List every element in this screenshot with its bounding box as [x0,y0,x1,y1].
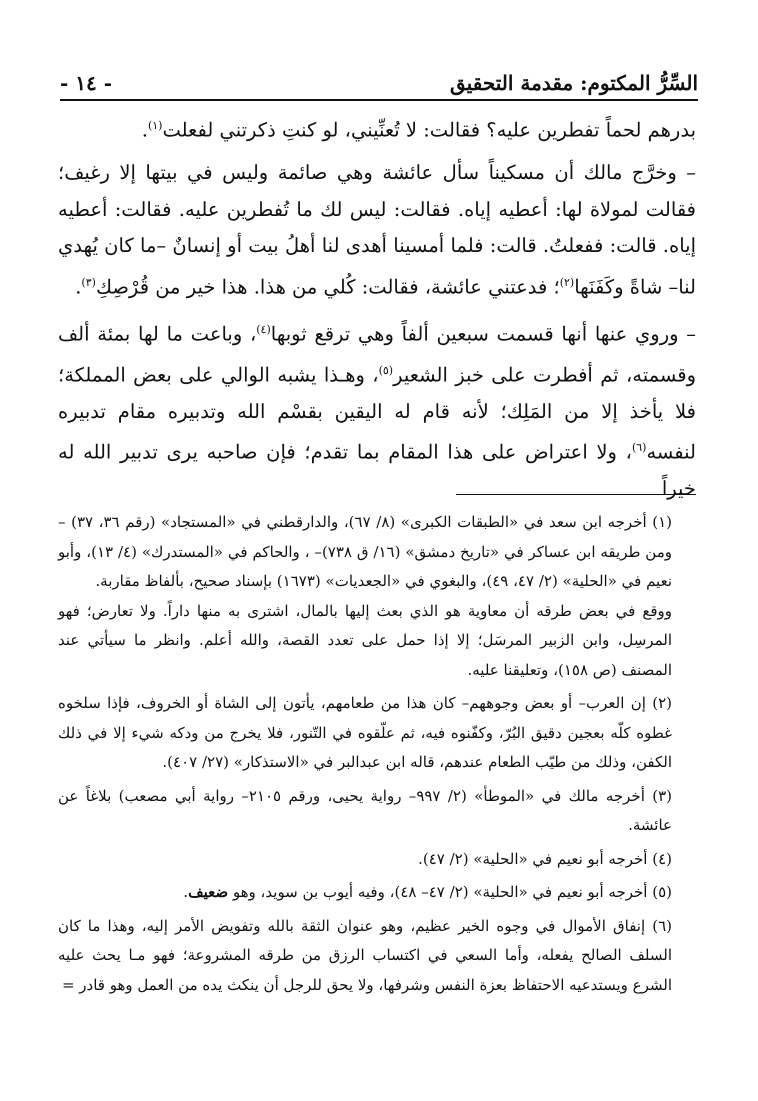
footnote-ref-4: (٤) [256,322,271,336]
footnote-6: (٦) إنفاق الأموال في وجوه الخير عظيم، وهو عنوان الثقة بالله وتفويض الأمر إليه، وهذا ما كان السلف الصالح يفعله، وأما السعي في اكتساب الرزق من طرقه المشروعة؛ فهو مـا يحث عليه الشرع ويستدعيه الاحتفاظ بعزة النفس وشرفها، ولا يحق للرجل أن ينكث يده من العمل وهو قادر = [58,916,672,994]
footnote-separator [456,494,696,495]
paragraph-3-text-a: – وروي عنها أنها قسمت سبعين ألفاً وهي ترقع ثوبها [270,322,696,345]
paragraph-1-text: بدرهم لحماً تفطرين عليه؟ فقالت: لا تُعنِّيني، لو كنتِ ذكرتني لفعلت [162,118,696,142]
footnote-5-grade: ضعيف [188,883,229,901]
footnote-1-continued: ووقع في بعض طرقه أن معاوية هو الذي بعث إليها بالمال، اشترى به منها داراً. ولا تعارض؛ فهو المرسِل، وابن الزبير المرسَل؛ إلا إذا حمل على تعدد القصة، والله أعلم. وانظر ما سيأتي عند المصنف (ص ١٥٨)، وتعليقنا عليه. [58,601,672,679]
paragraph-3-text-d: ، ولا اعتراض على هذا المقام بما تقدم؛ فإن صاحبه يرى تدبير الله له خيراً [58,440,696,500]
running-title: السِّرُّ المكتوم: مقدمة التحقيق [450,71,698,95]
footnote-5-end: . [183,883,189,901]
footnote-ref-1: (١) [147,119,163,132]
footnotes [58,508,696,1000]
footnote-ref-5: (٥) [378,363,394,377]
page-number: - ١٤ - [60,71,113,95]
paragraph-2-text-a: – وخرَّج مالك أن مسكيناً سأل عائشة وهي صائمة وليس في بيتها إلا رغيف؛ فقالت لمولاة لها: أعطيه إياه. فقالت: ليس لك ما تُفطرين عليه. فقالت: أعطيه إياه. قالت: ففعلتُ. قالت: فلما أمسينا أهدى لنا أهلُ بيت أو إنسانٌ –ما كان يُهدي لنا– شاةً وكَفَنَها [58,161,696,298]
footnote-2: (٢) إن العرب– أو بعض وجوههم– كان هذا من طعامهم، يأتون إلى الشاة أو الخروف، فإذا سلخوه غطوه كلّه بعجين دقيق البُرّ، وكفّنوه فيه، ثم علّقوه في التّنور، فلا يخرج من ودكه شيء إلا في ذلك الكفن، وذلك من طيّب الطعام عندهم، قاله ابن عبدالبر في «الاستذكار» (٢٧/ ٤٠٧). [58,694,672,771]
footnote-4: (٤) أخرجه أبو نعيم في «الحلية» (٢/ ٤٧). [418,849,672,868]
main-text [58,108,696,514]
paragraph-2: – وخرَّج مالك أن مسكيناً سأل عائشة وهي صائمة وليس في بيتها إلا رغيف؛ فقالت لمولاة لها: أعطيه إياه. فقالت: ليس لك ما تُفطرين عليه. فقالت: أعطيه إياه. قالت: ففعلتُ. قالت: فلما أمسينا أهدى لنا أهلُ بيت أو إنسانٌ –ما كان يُهدي لنا– شاةً وكَفَنَها$^{(٢)}$؛ فدعتني عائشة، فقالت: كُلي من هذا. هذا خير من قُرْصِكِ$^{(٣)}$. [58,161,696,298]
paragraph-3 [58,312,696,508]
paragraph-2-text-b: ؛ فدعتني عائشة، فقالت: كُلي من هذا. هذا خير من قُرْصِكِ [95,275,560,298]
footnote-3: (٣) أخرجه مالك في «الموطأ» (٢/ ٩٩٧– رواية يحيى، ورقم ٢١٠٥– رواية أبي مصعب) بلاغاً عن عائشة. [58,786,673,834]
footnote-5-text: (٥) أخرجه أبو نعيم في «الحلية» (٢/ ٤٧– ٤٨)، وفيه أيوب بن سويد، وهو [228,883,672,901]
paragraph-3-text-b: ، وباعت ما لها بمئة ألف وقسمته، ثم أفطرت على خبز الشعير [58,322,697,386]
running-header [60,55,698,101]
footnote-5 [58,878,696,908]
footnote-1: (١) أخرجه ابن سعد في «الطبقات الكبرى» (٨/ ٦٧)، والدارقطني في «المستجاد» (رقم ٣٦، ٣٧) –ومن طريقه ابن عساكر في «تاريخ دمشق» (١٦/ ق ٧٣٨)– ، والحاكم في «المستدرك» (٤/ ١٣)، وأبو نعيم في «الحلية» (٢/ ٤٧، ٤٩)، والبغوي في «الجعديات» (١٦٧٣) بإسناد صحيح، بألفاظ مقاربة. [58,513,672,590]
footnote-ref-3: (٣) [81,275,96,289]
footnote-ref-2: (٢) [559,275,575,289]
footnote-ref-6: (٦) [631,441,647,454]
paragraph-3-text-c: ، وهـذا يشبه الوالي على بعض المملكة؛ فلا يأخذ إلا من المَلِك؛ لأنه قام له اليقين بقسْم الله وتدبيره مقام تدبيره لنفسه [58,363,696,464]
paragraph-1: بدرهم لحماً تفطرين عليه؟ فقالت: لا تُعنِّيني، لو كنتِ ذكرتني لفعلت$^{(١)}$. [141,118,696,142]
